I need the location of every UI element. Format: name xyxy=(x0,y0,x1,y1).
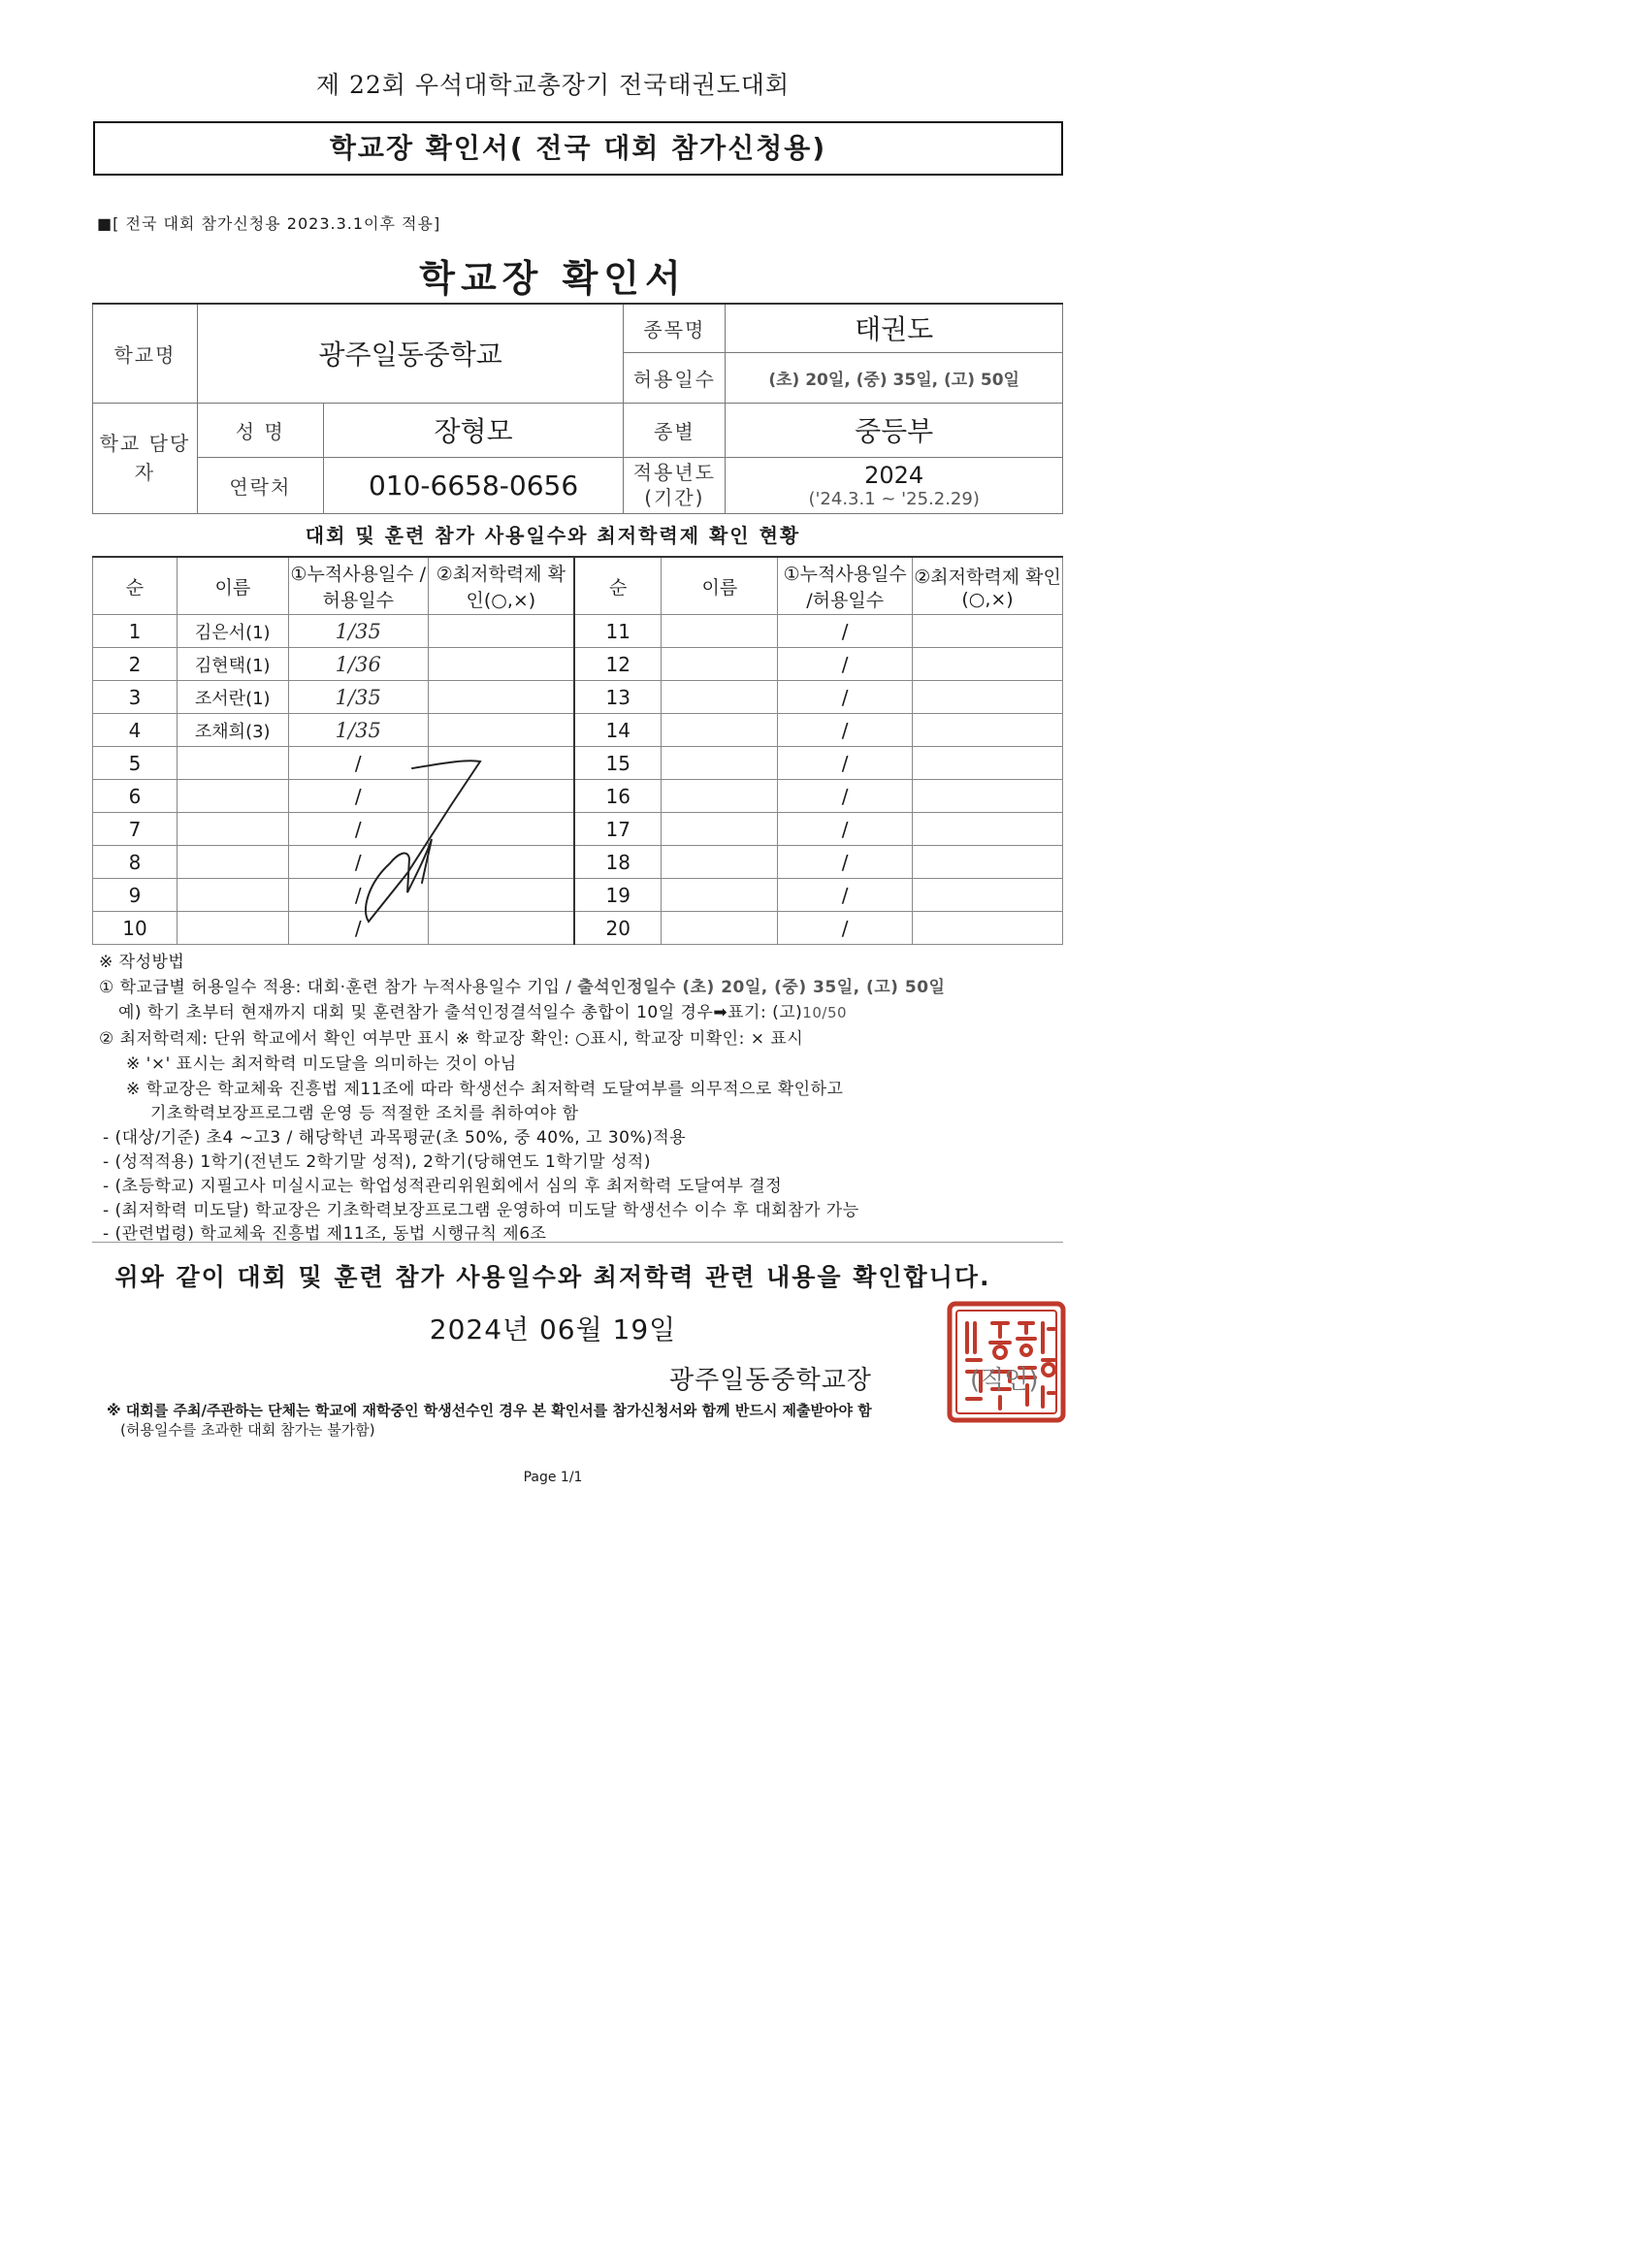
note-8: - (초등학교) 지필고사 미실시교는 학업성적관리위원회에서 심의 후 최저학력 도달여부 결정 xyxy=(103,1177,783,1196)
header-days: ①누적사용일수 /허용일수 xyxy=(288,557,428,615)
row-academic xyxy=(428,615,574,648)
row-name-right xyxy=(662,747,778,780)
table-row xyxy=(93,615,1063,648)
usage-table xyxy=(92,556,1063,945)
row-days: / xyxy=(288,879,428,912)
table-row xyxy=(93,846,1063,879)
table-row xyxy=(93,813,1063,846)
row-name-right xyxy=(662,879,778,912)
footer-note-2: (허용일수를 초과한 대회 참가는 불가함) xyxy=(120,1421,375,1439)
category-value: 중등부 xyxy=(726,403,1063,457)
note-1-d: 10/50 xyxy=(802,1004,848,1021)
row-no-right: 15 xyxy=(574,747,662,780)
header-no: 순 xyxy=(93,557,178,615)
divider xyxy=(92,1242,1063,1243)
table-row xyxy=(93,780,1063,813)
row-no-right: 12 xyxy=(574,648,662,681)
footer-note-1: ※ 대회를 주최/주관하는 단체는 학교에 재학중인 학생선수인 경우 본 확인서를 참가신청서와 함께 반드시 제출받아야 함 xyxy=(107,1402,872,1419)
event-value: 태권도 xyxy=(726,304,1063,352)
table-row xyxy=(93,648,1063,681)
row-name xyxy=(177,879,288,912)
row-no-right: 19 xyxy=(574,879,662,912)
row-days: 1/35 xyxy=(288,714,428,747)
row-name-right xyxy=(662,714,778,747)
note-6: - (대상/기준) 초4 ~고3 / 해당학년 과목평균(초 50%, 중 40%, 고 30%)적용 xyxy=(103,1128,687,1148)
row-name-right xyxy=(662,615,778,648)
row-academic-right xyxy=(913,879,1063,912)
row-days-right: / xyxy=(778,912,913,945)
school-name-value: 광주일동중학교 xyxy=(197,304,624,403)
row-academic-right xyxy=(913,648,1063,681)
contact-label: 연락처 xyxy=(197,457,323,513)
row-name xyxy=(177,813,288,846)
row-academic-right xyxy=(913,813,1063,846)
row-days: / xyxy=(288,747,428,780)
notice-line: ■[ 전국 대회 참가신청용 2023.3.1이후 적용] xyxy=(97,214,441,233)
manager-name-label: 성 명 xyxy=(197,403,323,457)
row-days-right: / xyxy=(778,714,913,747)
row-no: 1 xyxy=(93,615,178,648)
row-days-right: / xyxy=(778,681,913,714)
row-no-right: 18 xyxy=(574,846,662,879)
row-academic-right xyxy=(913,846,1063,879)
issue-date: 2024년 06월 19일 xyxy=(429,1313,677,1345)
row-name xyxy=(177,747,288,780)
document-title: 학교장 확인서 xyxy=(419,257,687,300)
note-3: ※ '×' 표시는 최저학력 미도달을 의미하는 것이 아님 xyxy=(126,1054,517,1074)
header-name: 이름 xyxy=(177,557,288,615)
note-7: - (성적적용) 1학기(전년도 2학기말 성적), 2학기(당해연도 1학기말 성적) xyxy=(103,1152,651,1172)
seal-label: (직인) xyxy=(970,1366,1039,1395)
row-days: 1/35 xyxy=(288,615,428,648)
row-no: 5 xyxy=(93,747,178,780)
row-academic-right xyxy=(913,747,1063,780)
principal-title: 광주일동중학교장 xyxy=(669,1366,872,1395)
note-10: - (관련법령) 학교체육 진흥법 제11조, 동법 시행규칙 제6조 xyxy=(103,1224,547,1244)
row-no: 9 xyxy=(93,879,178,912)
table-row xyxy=(93,714,1063,747)
row-name xyxy=(177,780,288,813)
row-days-right: / xyxy=(778,648,913,681)
page-number: Page 1/1 xyxy=(523,1470,583,1485)
allowed-days-label: 허용일수 xyxy=(624,352,726,403)
table-row xyxy=(93,681,1063,714)
row-no-right: 17 xyxy=(574,813,662,846)
note-1 xyxy=(99,973,945,997)
row-academic-right xyxy=(913,780,1063,813)
row-days-right: / xyxy=(778,846,913,879)
header-name-right: 이름 xyxy=(662,557,778,615)
row-name-right xyxy=(662,780,778,813)
row-no: 8 xyxy=(93,846,178,879)
manager-name-value: 장형모 xyxy=(323,403,624,457)
year-label: 적용년도 (기간) xyxy=(624,457,726,513)
notes-heading: ※ 작성방법 xyxy=(99,953,185,972)
row-name-right xyxy=(662,912,778,945)
form-title-box xyxy=(93,121,1063,176)
signature-scribble xyxy=(340,747,495,941)
row-no-right: 20 xyxy=(574,912,662,945)
row-days: / xyxy=(288,780,428,813)
info-table xyxy=(92,303,1063,514)
confirmation-statement: 위와 같이 대회 및 훈련 참가 사용일수와 최저학력 관련 내용을 확인합니다. xyxy=(114,1263,991,1291)
manager-label: 학교 담당자 xyxy=(93,403,198,513)
school-name-label: 학교명 xyxy=(93,304,198,403)
event-title: 제 22회 우석대학교총장기 전국태권도대회 xyxy=(315,71,791,99)
row-no: 6 xyxy=(93,780,178,813)
row-name xyxy=(177,912,288,945)
header-academic-right: ②최저학력제 확인(○,×) xyxy=(913,557,1063,615)
table-row xyxy=(93,912,1063,945)
allowed-days-value: (초) 20일, (중) 35일, (고) 50일 xyxy=(726,352,1063,403)
row-name-right xyxy=(662,813,778,846)
row-academic-right xyxy=(913,681,1063,714)
row-days-right: / xyxy=(778,780,913,813)
row-name-right xyxy=(662,648,778,681)
row-name-right xyxy=(662,681,778,714)
row-no-right: 14 xyxy=(574,714,662,747)
row-days-right: / xyxy=(778,813,913,846)
row-name: 조채희(3) xyxy=(177,714,288,747)
header-no-right: 순 xyxy=(574,557,662,615)
table-row xyxy=(93,747,1063,780)
row-no: 3 xyxy=(93,681,178,714)
header-academic: ②최저학력제 확인(○,×) xyxy=(428,557,574,615)
row-days-right: / xyxy=(778,747,913,780)
header-days-right: ①누적사용일수 /허용일수 xyxy=(778,557,913,615)
year-cell xyxy=(726,457,1063,513)
table-row xyxy=(93,879,1063,912)
contact-value: 010-6658-0656 xyxy=(323,457,624,513)
year-value: 2024 xyxy=(864,461,924,489)
row-name: 김은서(1) xyxy=(177,615,288,648)
status-title: 대회 및 훈련 참가 사용일수와 최저학력제 확인 현황 xyxy=(305,524,801,547)
row-no: 10 xyxy=(93,912,178,945)
event-label: 종목명 xyxy=(624,304,726,352)
category-label: 종별 xyxy=(624,403,726,457)
row-academic xyxy=(428,648,574,681)
row-name: 김현택(1) xyxy=(177,648,288,681)
period-value: ('24.3.1 ~ '25.2.29) xyxy=(808,488,980,509)
row-days: / xyxy=(288,813,428,846)
note-1-a: ① 학교급별 허용일수 적용: 대회·훈련 참가 누적사용일수 기입 / xyxy=(99,978,578,997)
note-2: ② 최저학력제: 단위 학교에서 확인 여부만 표시 ※ 학교장 확인: ○표시, 학교장 미확인: × 표시 xyxy=(99,1029,804,1049)
row-no: 7 xyxy=(93,813,178,846)
note-1-b: 출석인정일수 (초) 20일, (중) 35일, (고) 50일 xyxy=(577,978,946,997)
row-days: 1/35 xyxy=(288,681,428,714)
row-days: / xyxy=(288,846,428,879)
row-days-right: / xyxy=(778,879,913,912)
note-1-example xyxy=(118,998,847,1022)
row-no: 4 xyxy=(93,714,178,747)
row-academic-right xyxy=(913,714,1063,747)
row-no-right: 16 xyxy=(574,780,662,813)
row-days: 1/36 xyxy=(288,648,428,681)
note-9: - (최저학력 미도달) 학교장은 기초학력보장프로그램 운영하여 미도달 학생선수 이수 후 대회참가 가능 xyxy=(103,1201,859,1220)
row-no-right: 11 xyxy=(574,615,662,648)
note-1-c: 예) 학기 초부터 현재까지 대회 및 훈련참가 출석인정결석일수 총합이 10일 경우➡표기: (고) xyxy=(118,1003,803,1022)
row-no: 2 xyxy=(93,648,178,681)
note-5: 기초학력보장프로그램 운영 등 적절한 조치를 취하여야 함 xyxy=(150,1104,579,1123)
row-days: / xyxy=(288,912,428,945)
footer-note xyxy=(107,1401,1057,1440)
form-title: 학교장 확인서( 전국 대회 참가신청용) xyxy=(329,132,827,164)
row-academic xyxy=(428,714,574,747)
row-academic-right xyxy=(913,615,1063,648)
usage-table-body xyxy=(93,615,1063,945)
row-name xyxy=(177,846,288,879)
row-name-right xyxy=(662,846,778,879)
row-days-right: / xyxy=(778,615,913,648)
note-4: ※ 학교장은 학교체육 진흥법 제11조에 따라 학생선수 최저학력 도달여부를 의무적으로 확인하고 xyxy=(126,1080,844,1099)
row-academic-right xyxy=(913,912,1063,945)
row-name: 조서란(1) xyxy=(177,681,288,714)
row-no-right: 13 xyxy=(574,681,662,714)
row-academic xyxy=(428,681,574,714)
